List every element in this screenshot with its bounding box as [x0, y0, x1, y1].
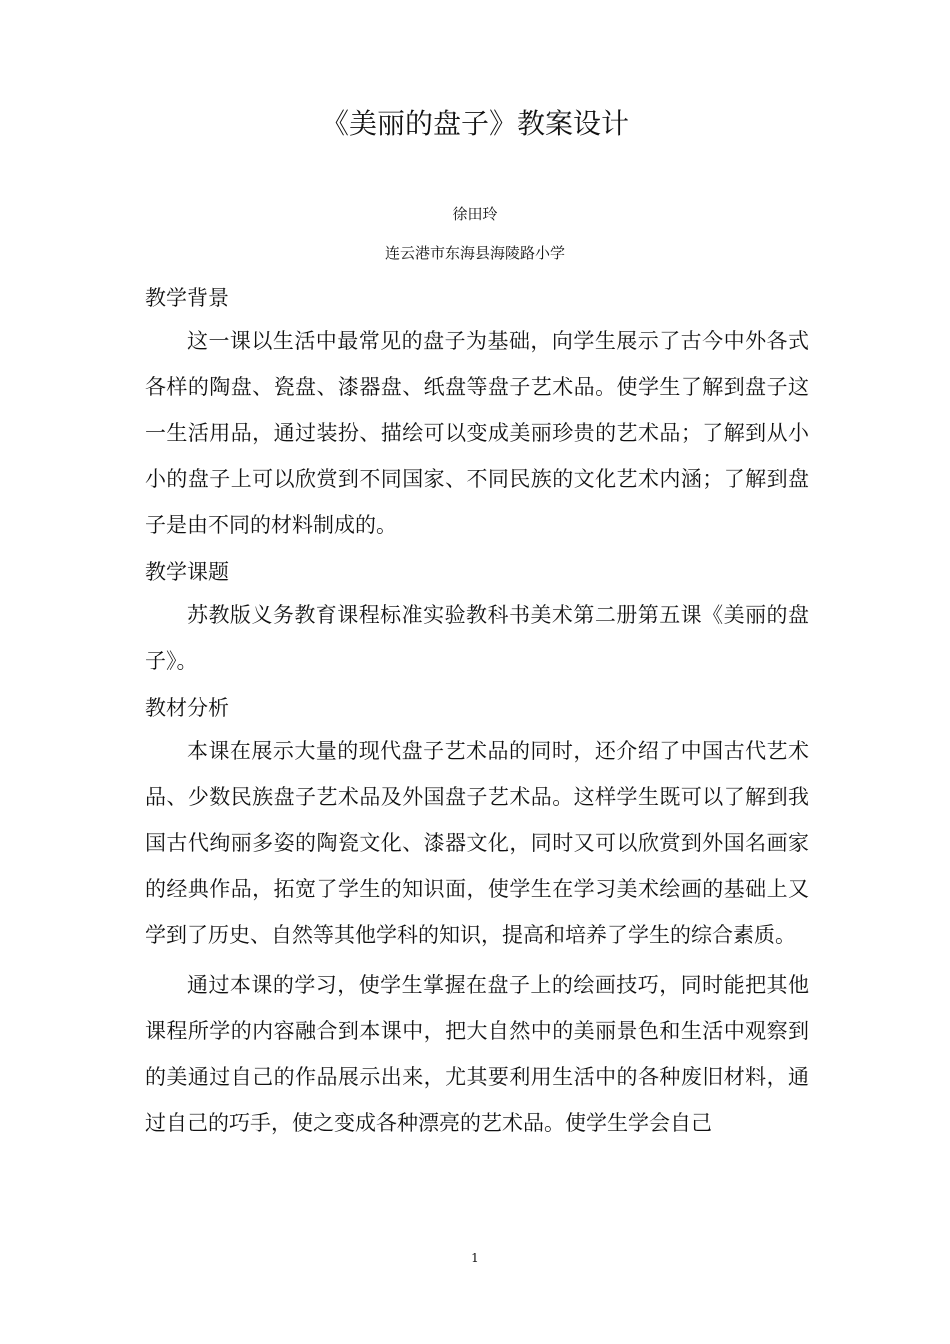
paragraph: 通过本课的学习，使学生掌握在盘子上的绘画技巧，同时能把其他课程所学的内容融合到本课中，把大自然中的美丽景色和生活中观察到的美通过自己的作品展示出来，尤其要利用生活中的各种废旧材料，通过自己的巧手，使之变成各种漂亮的艺术品。使学生学会自己: [145, 973, 809, 1135]
paragraph: 这一课以生活中最常见的盘子为基础，向学生展示了古今中外各式各样的陶盘、瓷盘、漆器盘、纸盘等盘子艺术品。使学生了解到盘子这一生活用品，通过装扮、描绘可以变成美丽珍贵的艺术品；了解到从小小的盘子上可以欣赏到不同国家、不同民族的文化艺术内涵；了解到盘子是由不同的材料制成的。: [145, 329, 809, 537]
section-teaching-background: [145, 278, 809, 548]
page-number: 1: [471, 1251, 479, 1265]
section-heading: 教学背景: [145, 286, 229, 310]
section-heading: 教材分析: [145, 696, 229, 720]
section-heading: 教学课题: [145, 560, 229, 584]
paragraph: 苏教版义务教育课程标准实验教科书美术第二册第五课《美丽的盘子》。: [145, 603, 809, 673]
section-textbook-analysis: [145, 688, 809, 1146]
section-teaching-topic: [145, 552, 809, 684]
document-title: 《美丽的盘子》教案设计: [320, 107, 629, 140]
document-body: [145, 278, 809, 1146]
author-name: 徐田玲: [452, 205, 498, 223]
paragraph: 本课在展示大量的现代盘子艺术品的同时，还介绍了中国古代艺术品、少数民族盘子艺术品及外国盘子艺术品。这样学生既可以了解到我国古代绚丽多姿的陶瓷文化、漆器文化，同时又可以欣赏到外国名画家的经典作品，拓宽了学生的知识面，使学生在学习美术绘画的基础上又学到了历史、自然等其他学科的知识，提高和培养了学生的综合素质。: [145, 739, 809, 947]
school-name: 连云港市东海县海陵路小学: [384, 244, 565, 262]
